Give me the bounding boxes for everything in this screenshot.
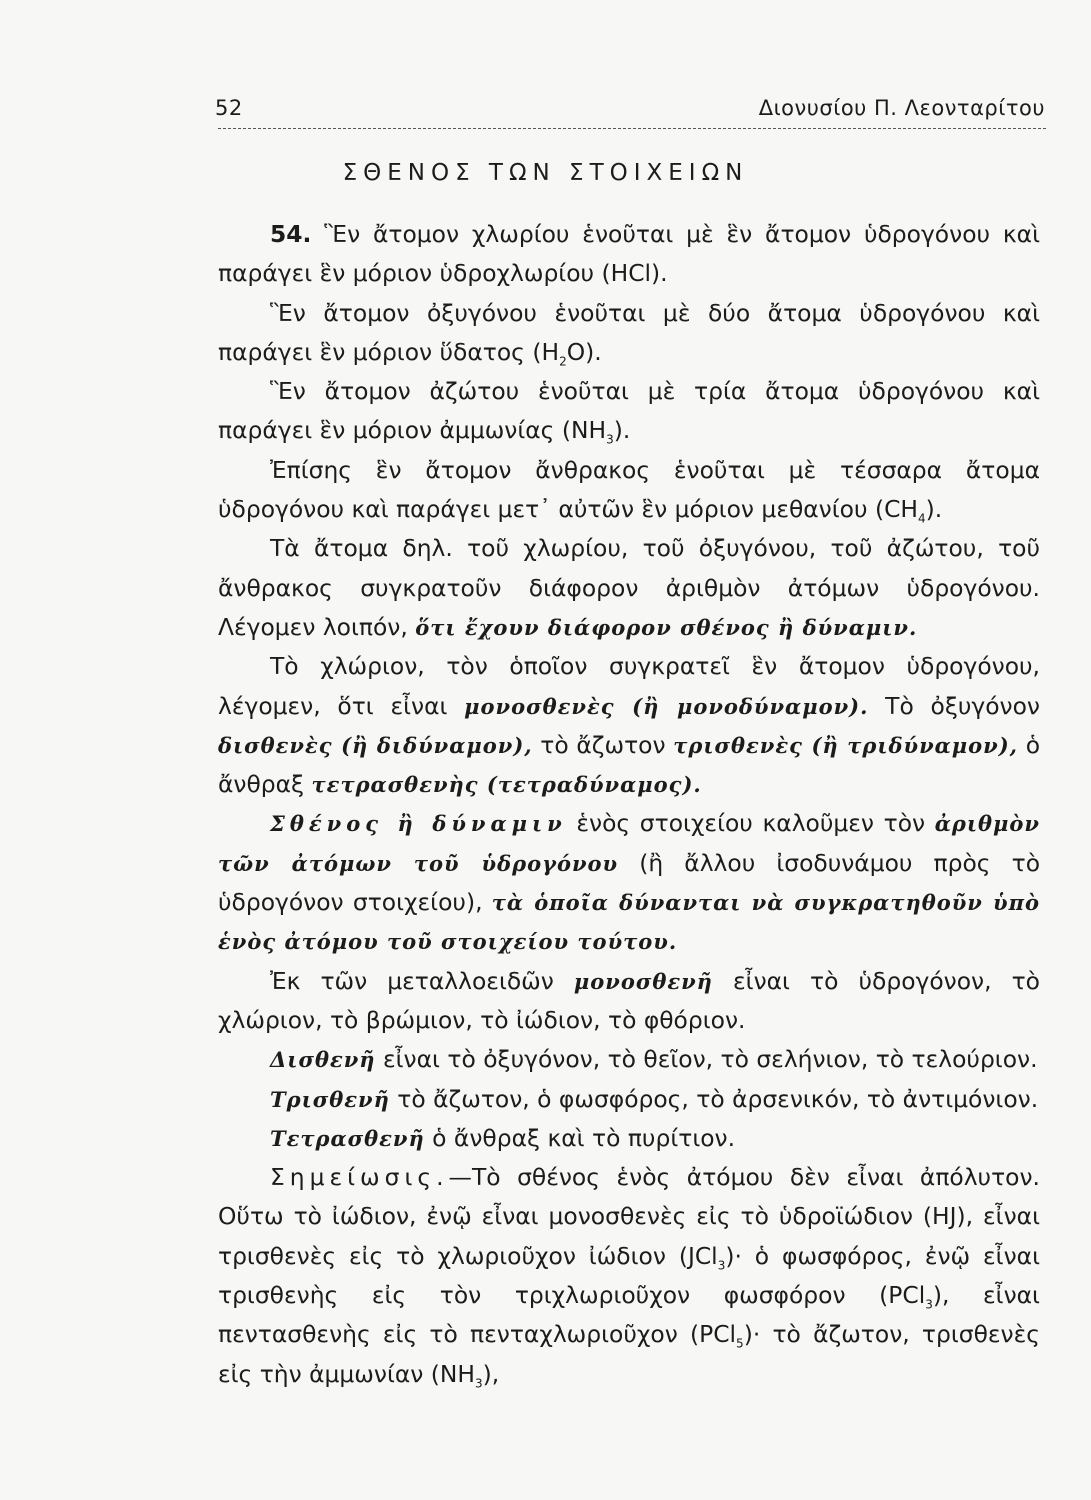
- note-label: Σημείωσις.: [270, 1163, 449, 1192]
- running-author: Διονυσίου Π. Λεονταρίτου: [758, 96, 1045, 120]
- paragraph-number: 54.: [270, 220, 312, 248]
- running-header: [215, 96, 1045, 120]
- header-rule: [218, 128, 1046, 129]
- paragraph-note: Σημείωσις.—Τὸ σθένος ἑνὸς ἀτόμου δὲν εἶναι ἀπόλυτον. Οὕτω τὸ ἰώδιον, ἐνῷ εἶναι μονοσθενὲς εἰς τὸ ὑδροϊώδιον (HJ), εἶναι τρισθενὲς εἰς τὸ χλωριοῦχον ἰώδιον (JCl$_3$)· ὁ φωσφόρος, ἐνῷ εἶναι τρισθενὴς εἰς τὸν τριχλωριοῦχον φωσφόρον (PCl$_3$), εἶναι πεντασθενὴς εἰς τὸ πενταχλωριοῦχον (PCl$_5$)· τὸ ἄζωτον, τρισθενὲς εἰς τὴν ἀμμωνίαν $(NH_3)$,: [218, 1163, 1040, 1391]
- paragraph-valence-intro: Τὰ ἄτομα δηλ. τοῦ χλωρίου, τοῦ ὀξυγόνου, τοῦ ἀζώτου, τοῦ ἄνθρακος συγκρατοῦν διάφορον ἀριθμὸν ἀτόμων ὑδρογόνου. Λέγομεν λοιπόν, ὅτι ἔχουν διάφορον σθένος ἢ δύναμιν.: [218, 534, 1040, 641]
- paragraph-trivalent: Τρισθενῆ τὸ ἄζωτον, ὁ φωσφόρος, τὸ ἀρσενικόν, τὸ ἀντιμόνιον.: [270, 1084, 1039, 1113]
- paragraph-oxygen: Ἓν ἄτομον ὀξυγόνου ἑνοῦται μὲ δύο ἄτομα ὑδρογόνου καὶ παράγει ἓν μόριον ὕδατος $(H_2O)$.: [218, 298, 1040, 369]
- paragraph-tetravalent: Τετρασθενῆ ὁ ἄνθραξ καὶ τὸ πυρίτιον.: [270, 1123, 736, 1152]
- paragraph-divalent: Δισθενῆ εἶναι τὸ ὀξυγόνον, τὸ θεῖον, τὸ σελήνιον, τὸ τελούριον.: [270, 1045, 1038, 1074]
- defined-term: Σθένος ἢ δύναμιν: [270, 811, 567, 837]
- paragraph-valence-definition: Σθένος ἢ δύναμιν ἑνὸς στοιχείου καλοῦμεν τὸν ἀριθμὸν τῶν ἀτόμων τοῦ ὑδρογόνου (ἢ ἄλλου ἰσοδυνάμου πρὸς τὸ ὑδρογόνον στοιχείου), τὰ ὁποῖα δύνανται νὰ συγκρατηθοῦν ὑπὸ ἑνὸς ἀτόμου τοῦ στοιχείου τούτου.: [218, 809, 1041, 955]
- paragraph-carbon: Ἐπίσης ἓν ἄτομον ἄνθρακος ἑνοῦται μὲ τέσσαρα ἄτομα ὑδρογόνου καὶ παράγει μετ᾽ αὐτῶν ἓν μόριον μεθανίου $(CH_4)$.: [218, 455, 1040, 526]
- page-number: 52: [215, 96, 243, 120]
- emphasis: ὅτι ἔχουν διάφορον σθένος ἢ δύναμιν.: [415, 614, 918, 640]
- paragraph-monovalent: Ἐκ τῶν μεταλλοειδῶν μονοσθενῆ εἶναι τὸ ὑδρογόνον, τὸ χλώριον, τὸ βρώμιον, τὸ ἰώδιον, τὸ φθόριον.: [218, 966, 1040, 1034]
- paragraph-valence-examples: Τὸ χλώριον, τὸν ὁποῖον συγκρατεῖ ἓν ἄτομον ὑδρογόνου, λέγομεν, ὅτι εἶναι μονοσθενὲς (ἢ μονοδύναμον). Τὸ ὀξυγόνον δισθενὲς (ἢ διδύναμον), τὸ ἄζωτον τρισθενὲς (ἢ τριδύναμον), ὁ ἄνθραξ τετρασθενὴς (τετραδύναμος).: [218, 652, 1041, 799]
- paragraph-nitrogen: Ἓν ἄτομον ἀζώτου ἑνοῦται μὲ τρία ἄτομα ὑδρογόνου καὶ παράγει ἓν μόριον ἀμμωνίας $(NH_3)$.: [218, 377, 1040, 448]
- section-title: ΣΘΕΝΟΣ ΤΩΝ ΣΤΟΙΧΕΙΩΝ: [342, 160, 749, 186]
- paragraph-54: 54. Ἓν ἄτομον χλωρίου ἑνοῦται μὲ ἓν ἄτομον ὑδρογόνου καὶ παράγει ἓν μόριον ὑδροχλωρίου (HCl).: [218, 220, 1040, 288]
- body-text: [218, 215, 1040, 1394]
